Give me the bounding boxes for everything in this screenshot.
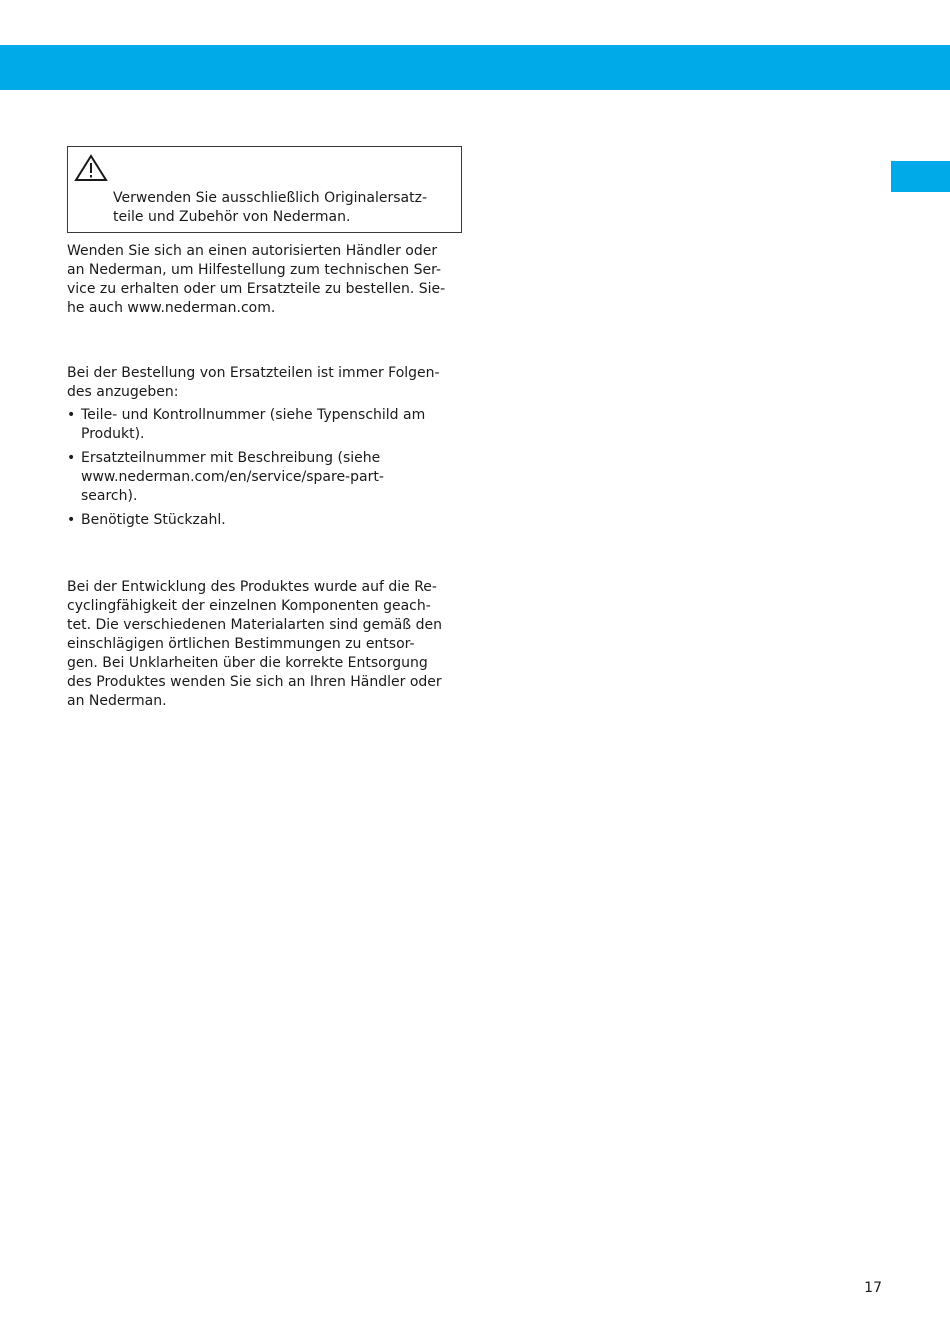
- paragraph-line: Bei der Bestellung von Ersatzteilen ist immer Folgen-: [67, 365, 440, 381]
- paragraph-line: Bei der Entwicklung des Produktes wurde auf die Re-: [67, 579, 437, 595]
- list-item-line: Teile- und Kontrollnummer (siehe Typenschild am: [81, 407, 426, 423]
- list-item: [67, 449, 462, 506]
- bullet-dot: •: [67, 407, 76, 423]
- paragraph-line: des Produktes wenden Sie sich an Ihren Händler oder: [67, 674, 442, 690]
- paragraph-line: cyclingfähigkeit der einzelnen Komponenten geach-: [67, 598, 431, 614]
- service-paragraph: [67, 242, 462, 318]
- warning-triangle-icon: [74, 154, 108, 182]
- header-color-band: [0, 45, 950, 90]
- paragraph-line: an Nederman, um Hilfestellung zum technischen Ser-: [67, 262, 442, 278]
- paragraph-line: vice zu erhalten oder um Ersatzteile zu bestellen. Sie-: [67, 281, 446, 297]
- ordering-intro: [67, 364, 462, 402]
- page-number: 17: [864, 1280, 882, 1296]
- list-item-line: search).: [81, 488, 138, 504]
- list-item-line: Benötigte Stückzahl.: [81, 512, 226, 528]
- bullet-dot: •: [67, 450, 76, 466]
- paragraph-line: an Nederman.: [67, 693, 167, 709]
- warning-box: [67, 146, 462, 233]
- warning-line: teile und Zubehör von Nederman.: [113, 209, 351, 225]
- list-item-line: Produkt).: [81, 426, 145, 442]
- paragraph-line: gen. Bei Unklarheiten über die korrekte Entsorgung: [67, 655, 428, 671]
- list-item: [67, 511, 462, 530]
- chapter-tab-marker: [891, 161, 950, 192]
- paragraph-line: des anzugeben:: [67, 384, 179, 400]
- warning-text: [113, 189, 453, 227]
- recycling-paragraph: [67, 578, 462, 711]
- bullet-dot: •: [67, 512, 76, 528]
- warning-line: Verwenden Sie ausschließlich Originalersatz-: [113, 190, 427, 206]
- paragraph-line: he auch www.nederman.com.: [67, 300, 276, 316]
- list-item: [67, 406, 462, 444]
- paragraph-line: einschlägigen örtlichen Bestimmungen zu entsor-: [67, 636, 415, 652]
- list-item-line: www.nederman.com/en/service/spare-part-: [81, 469, 384, 485]
- paragraph-line: Wenden Sie sich an einen autorisierten Händler oder: [67, 243, 438, 259]
- list-item-line: Ersatzteilnummer mit Beschreibung (siehe: [81, 450, 381, 466]
- paragraph-line: tet. Die verschiedenen Materialarten sind gemäß den: [67, 617, 442, 633]
- ordering-list: [67, 406, 462, 535]
